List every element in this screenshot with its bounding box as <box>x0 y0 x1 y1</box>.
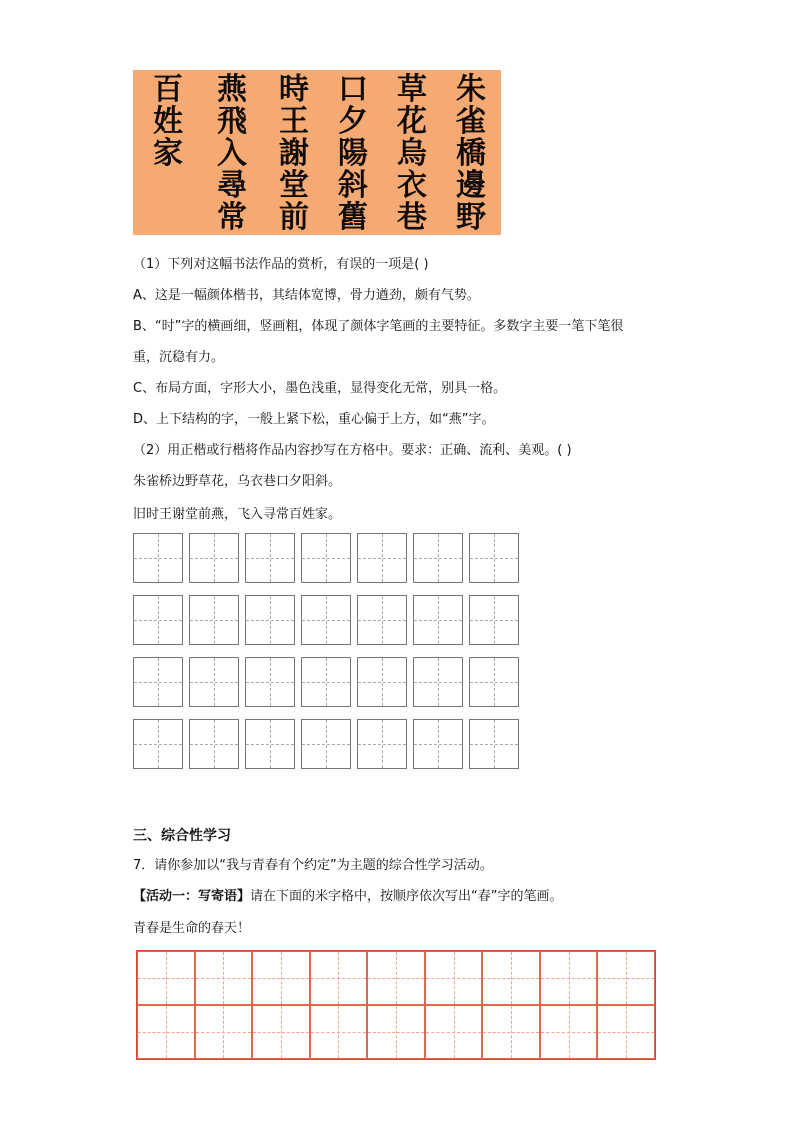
mizi-cell[interactable] <box>482 951 540 1005</box>
mizi-cell[interactable] <box>367 1005 425 1059</box>
grid-row <box>133 719 519 769</box>
mizi-cell[interactable] <box>137 951 195 1005</box>
calligraphy-column <box>207 74 257 234</box>
calligraphy-column <box>328 74 378 234</box>
writing-cell[interactable] <box>133 657 183 707</box>
writing-cell[interactable] <box>469 595 519 645</box>
writing-cell[interactable] <box>301 657 351 707</box>
calligraphy-column <box>143 74 193 170</box>
calligraphy-char: 斜 <box>338 168 368 203</box>
calligraphy-char: 謝 <box>279 136 309 171</box>
mizi-cell[interactable] <box>252 951 310 1005</box>
calligraphy-char: 野 <box>456 200 486 235</box>
mizi-cell[interactable] <box>540 1005 598 1059</box>
mizi-cell[interactable] <box>252 1005 310 1059</box>
writing-cell[interactable] <box>133 595 183 645</box>
mizi-cell[interactable] <box>137 1005 195 1059</box>
calligraphy-char: 燕 <box>217 72 247 107</box>
calligraphy-char: 衣 <box>397 168 427 203</box>
calligraphy-char: 舊 <box>338 200 368 235</box>
q1-option-b-cont: 重，沉稳有力。 <box>133 350 225 365</box>
calligraphy-char: 烏 <box>397 136 427 171</box>
calligraphy-char: 百 <box>153 72 183 107</box>
q1-option-b: B、“时”字的横画细，竖画粗，体现了颜体字笔画的主要特征。多数字主要一笔下笔很 <box>133 319 624 334</box>
q2-stem: （2）用正楷或行楷将作品内容抄写在方格中。要求：正确、流利、美观。( ) <box>133 443 572 458</box>
mizi-cell[interactable] <box>367 951 425 1005</box>
calligraphy-char: 時 <box>279 72 309 107</box>
q1-option-c: C、布局方面，字形大小，墨色浅重，显得变化无常，别具一格。 <box>133 381 507 396</box>
writing-cell[interactable] <box>357 719 407 769</box>
writing-cell[interactable] <box>413 533 463 583</box>
section-heading: 三、综合性学习 <box>133 828 231 844</box>
calligraphy-column <box>446 74 496 234</box>
writing-cell[interactable] <box>469 533 519 583</box>
writing-cell[interactable] <box>301 719 351 769</box>
grid-row <box>133 657 519 707</box>
question-7: 7．请你参加以“我与青春有个约定”为主题的综合性学习活动。 <box>133 858 493 873</box>
calligraphy-column <box>387 74 437 234</box>
mizi-cell[interactable] <box>195 1005 253 1059</box>
activity-one <box>133 888 563 906</box>
motto: 青春是生命的春天！ <box>133 921 251 936</box>
mizi-grid <box>136 950 656 1060</box>
calligraphy-char: 陽 <box>338 136 368 171</box>
writing-cell[interactable] <box>357 595 407 645</box>
writing-cell[interactable] <box>413 657 463 707</box>
writing-cell[interactable] <box>189 595 239 645</box>
writing-cell[interactable] <box>413 595 463 645</box>
activity-label: 【活动一：写寄语】 <box>133 889 251 904</box>
mizi-cell[interactable] <box>425 1005 483 1059</box>
writing-cell[interactable] <box>301 595 351 645</box>
grid-row <box>133 533 519 583</box>
writing-cell[interactable] <box>133 533 183 583</box>
q1-stem: （1）下列对这幅书法作品的赏析，有误的一项是( ) <box>133 257 429 272</box>
calligraphy-char: 常 <box>217 200 247 235</box>
mizi-cell[interactable] <box>597 951 655 1005</box>
mizi-cell[interactable] <box>482 1005 540 1059</box>
writing-cell[interactable] <box>189 533 239 583</box>
grid-row <box>133 595 519 645</box>
writing-cell[interactable] <box>133 719 183 769</box>
activity-instruction: 请在下面的米字格中，按顺序依次写出“春”字的笔画。 <box>250 889 563 904</box>
writing-cell[interactable] <box>245 595 295 645</box>
mizi-cell[interactable] <box>310 951 368 1005</box>
writing-cell[interactable] <box>189 657 239 707</box>
calligraphy-image <box>133 70 501 235</box>
writing-cell[interactable] <box>245 657 295 707</box>
calligraphy-char: 家 <box>153 136 183 171</box>
calligraphy-column <box>269 74 319 234</box>
calligraphy-char: 飛 <box>217 104 247 139</box>
writing-cell[interactable] <box>301 533 351 583</box>
mizi-cell[interactable] <box>597 1005 655 1059</box>
writing-cell[interactable] <box>469 719 519 769</box>
poem-line-2: 旧时王谢堂前燕，飞入寻常百姓家。 <box>133 507 342 522</box>
calligraphy-char: 堂 <box>279 168 309 203</box>
calligraphy-char: 花 <box>397 104 427 139</box>
calligraphy-char: 尋 <box>217 168 247 203</box>
calligraphy-char: 姓 <box>153 104 183 139</box>
mizi-cell[interactable] <box>540 951 598 1005</box>
calligraphy-char: 朱 <box>456 72 486 107</box>
writing-cell[interactable] <box>357 533 407 583</box>
writing-cell[interactable] <box>245 719 295 769</box>
calligraphy-char: 口 <box>338 72 368 107</box>
calligraphy-char: 雀 <box>456 104 486 139</box>
q1-option-a: A、这是一幅颜体楷书，其结体宽博，骨力遒劲，颇有气势。 <box>133 288 480 303</box>
q1-option-d: D、上下结构的字，一般上紧下松，重心偏于上方，如“燕”字。 <box>133 412 495 427</box>
writing-cell[interactable] <box>413 719 463 769</box>
calligraphy-char: 橋 <box>456 136 486 171</box>
calligraphy-char: 草 <box>397 72 427 107</box>
mizi-cell[interactable] <box>310 1005 368 1059</box>
writing-cell[interactable] <box>189 719 239 769</box>
calligraphy-char: 王 <box>279 104 309 139</box>
writing-cell[interactable] <box>469 657 519 707</box>
calligraphy-char: 巷 <box>397 200 427 235</box>
calligraphy-char: 入 <box>217 136 247 171</box>
writing-cell[interactable] <box>245 533 295 583</box>
writing-cell[interactable] <box>357 657 407 707</box>
poem-line-1: 朱雀桥边野草花，乌衣巷口夕阳斜。 <box>133 474 342 489</box>
mizi-cell[interactable] <box>425 951 483 1005</box>
calligraphy-char: 邊 <box>456 168 486 203</box>
calligraphy-char: 夕 <box>338 104 368 139</box>
calligraphy-char: 前 <box>279 200 309 235</box>
mizi-cell[interactable] <box>195 951 253 1005</box>
